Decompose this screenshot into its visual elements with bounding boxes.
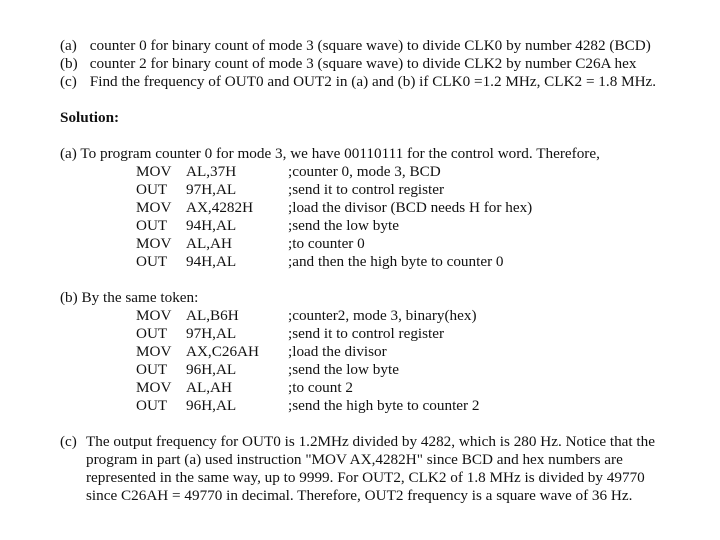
problem-c [60,73,656,91]
part-a-code-block [136,163,556,271]
part-b-intro: (b) By the same token: [60,289,199,306]
problem-b-label: (b) [60,55,78,72]
part-a-code-opcode: MOV [136,235,172,252]
problem-a-text: counter 0 for binary count of mode 3 (square wave) to divide CLK0 by number 4282 (BCD) [89,37,651,54]
problem-a-label: (a) [60,37,77,54]
part-c-label: (c) [60,433,77,450]
part-a-code-operands: AX,4282H [186,199,254,216]
part-a-code-line [136,217,556,235]
part-a-code-operands: 97H,AL [186,181,237,198]
part-b-code-operands: AL,B6H [186,307,239,324]
part-a-code-comment: ;counter 0, mode 3, BCD [288,163,441,180]
part-c-line: since C26AH = 49770 in decimal. Therefore, OUT2 frequency is a square wave of 36 Hz. [86,487,633,504]
part-b-code-operands: 96H,AL [186,397,237,414]
part-b-code-line [136,325,556,343]
part-c-line: represented in the same way, up to 9999. For OUT2, CLK2 of 1.8 MHz is divided by 49770 [86,469,645,486]
part-b-code-operands: AL,AH [186,379,232,396]
part-b-code-opcode: OUT [136,397,168,414]
part-a-code-comment: ;send it to control register [288,181,445,198]
part-a-code-comment: ;load the divisor (BCD needs H for hex) [288,199,533,216]
part-b-code-operands: 96H,AL [186,361,237,378]
part-a-code-comment: ;to counter 0 [288,235,365,252]
part-c-text [86,433,655,505]
part-a-code-operands: AL,AH [186,235,232,252]
part-b-code-opcode: MOV [136,343,172,360]
part-a-code-operands: 94H,AL [186,217,237,234]
part-a-code-line [136,163,556,181]
part-b-code-comment: ;send the low byte [288,361,399,378]
part-a-code-operands: 94H,AL [186,253,237,270]
part-b-code-operands: AX,C26AH [186,343,259,360]
part-a-code-operands: AL,37H [186,163,237,180]
part-b-code-comment: ;counter2, mode 3, binary(hex) [288,307,477,324]
part-b-code-comment: ;send the high byte to counter 2 [288,397,480,414]
part-b-code-opcode: MOV [136,379,172,396]
part-b-code-comment: ;load the divisor [288,343,387,360]
problem-c-text: Find the frequency of OUT0 and OUT2 in (a) and (b) if CLK0 =1.2 MHz, CLK2 = 1.8 MHz. [89,73,657,90]
part-c-line: program in part (a) used instruction "MOV AX,4282H" since BCD and hex numbers are [86,451,623,468]
problem-a [60,37,651,55]
part-a-code-line [136,181,556,199]
part-a-code-line [136,199,556,217]
part-a-code-opcode: OUT [136,253,168,270]
part-a-code-opcode: MOV [136,163,172,180]
part-a-code-opcode: OUT [136,181,168,198]
part-a-code-line [136,235,556,253]
solution-heading: Solution: [60,109,120,126]
part-a-code-comment: ;and then the high byte to counter 0 [288,253,504,270]
part-a-code-opcode: OUT [136,217,168,234]
part-b-code-line [136,397,556,415]
part-a-code-line [136,253,556,271]
problem-b-text: counter 2 for binary count of mode 3 (square wave) to divide CLK2 by number C26A hex [89,55,637,72]
part-b-code-line [136,379,556,397]
part-b-code-line [136,307,556,325]
part-a-code-opcode: MOV [136,199,172,216]
part-b-code-opcode: OUT [136,361,168,378]
part-b-code-opcode: OUT [136,325,168,342]
part-b-code-line [136,343,556,361]
part-c-line: The output frequency for OUT0 is 1.2MHz divided by 4282, which is 280 Hz. Notice that the [86,433,655,450]
part-b-code-comment: ;to count 2 [288,379,353,396]
part-a-code-comment: ;send the low byte [288,217,399,234]
part-b-code-operands: 97H,AL [186,325,237,342]
part-b-code-line [136,361,556,379]
part-a-intro: (a) To program counter 0 for mode 3, we have 00110111 for the control word. Therefore, [60,145,600,162]
part-b-code-opcode: MOV [136,307,172,324]
part-b-code-block [136,307,556,415]
problem-c-label: (c) [60,73,77,90]
problem-b [60,55,636,73]
part-b-code-comment: ;send it to control register [288,325,445,342]
